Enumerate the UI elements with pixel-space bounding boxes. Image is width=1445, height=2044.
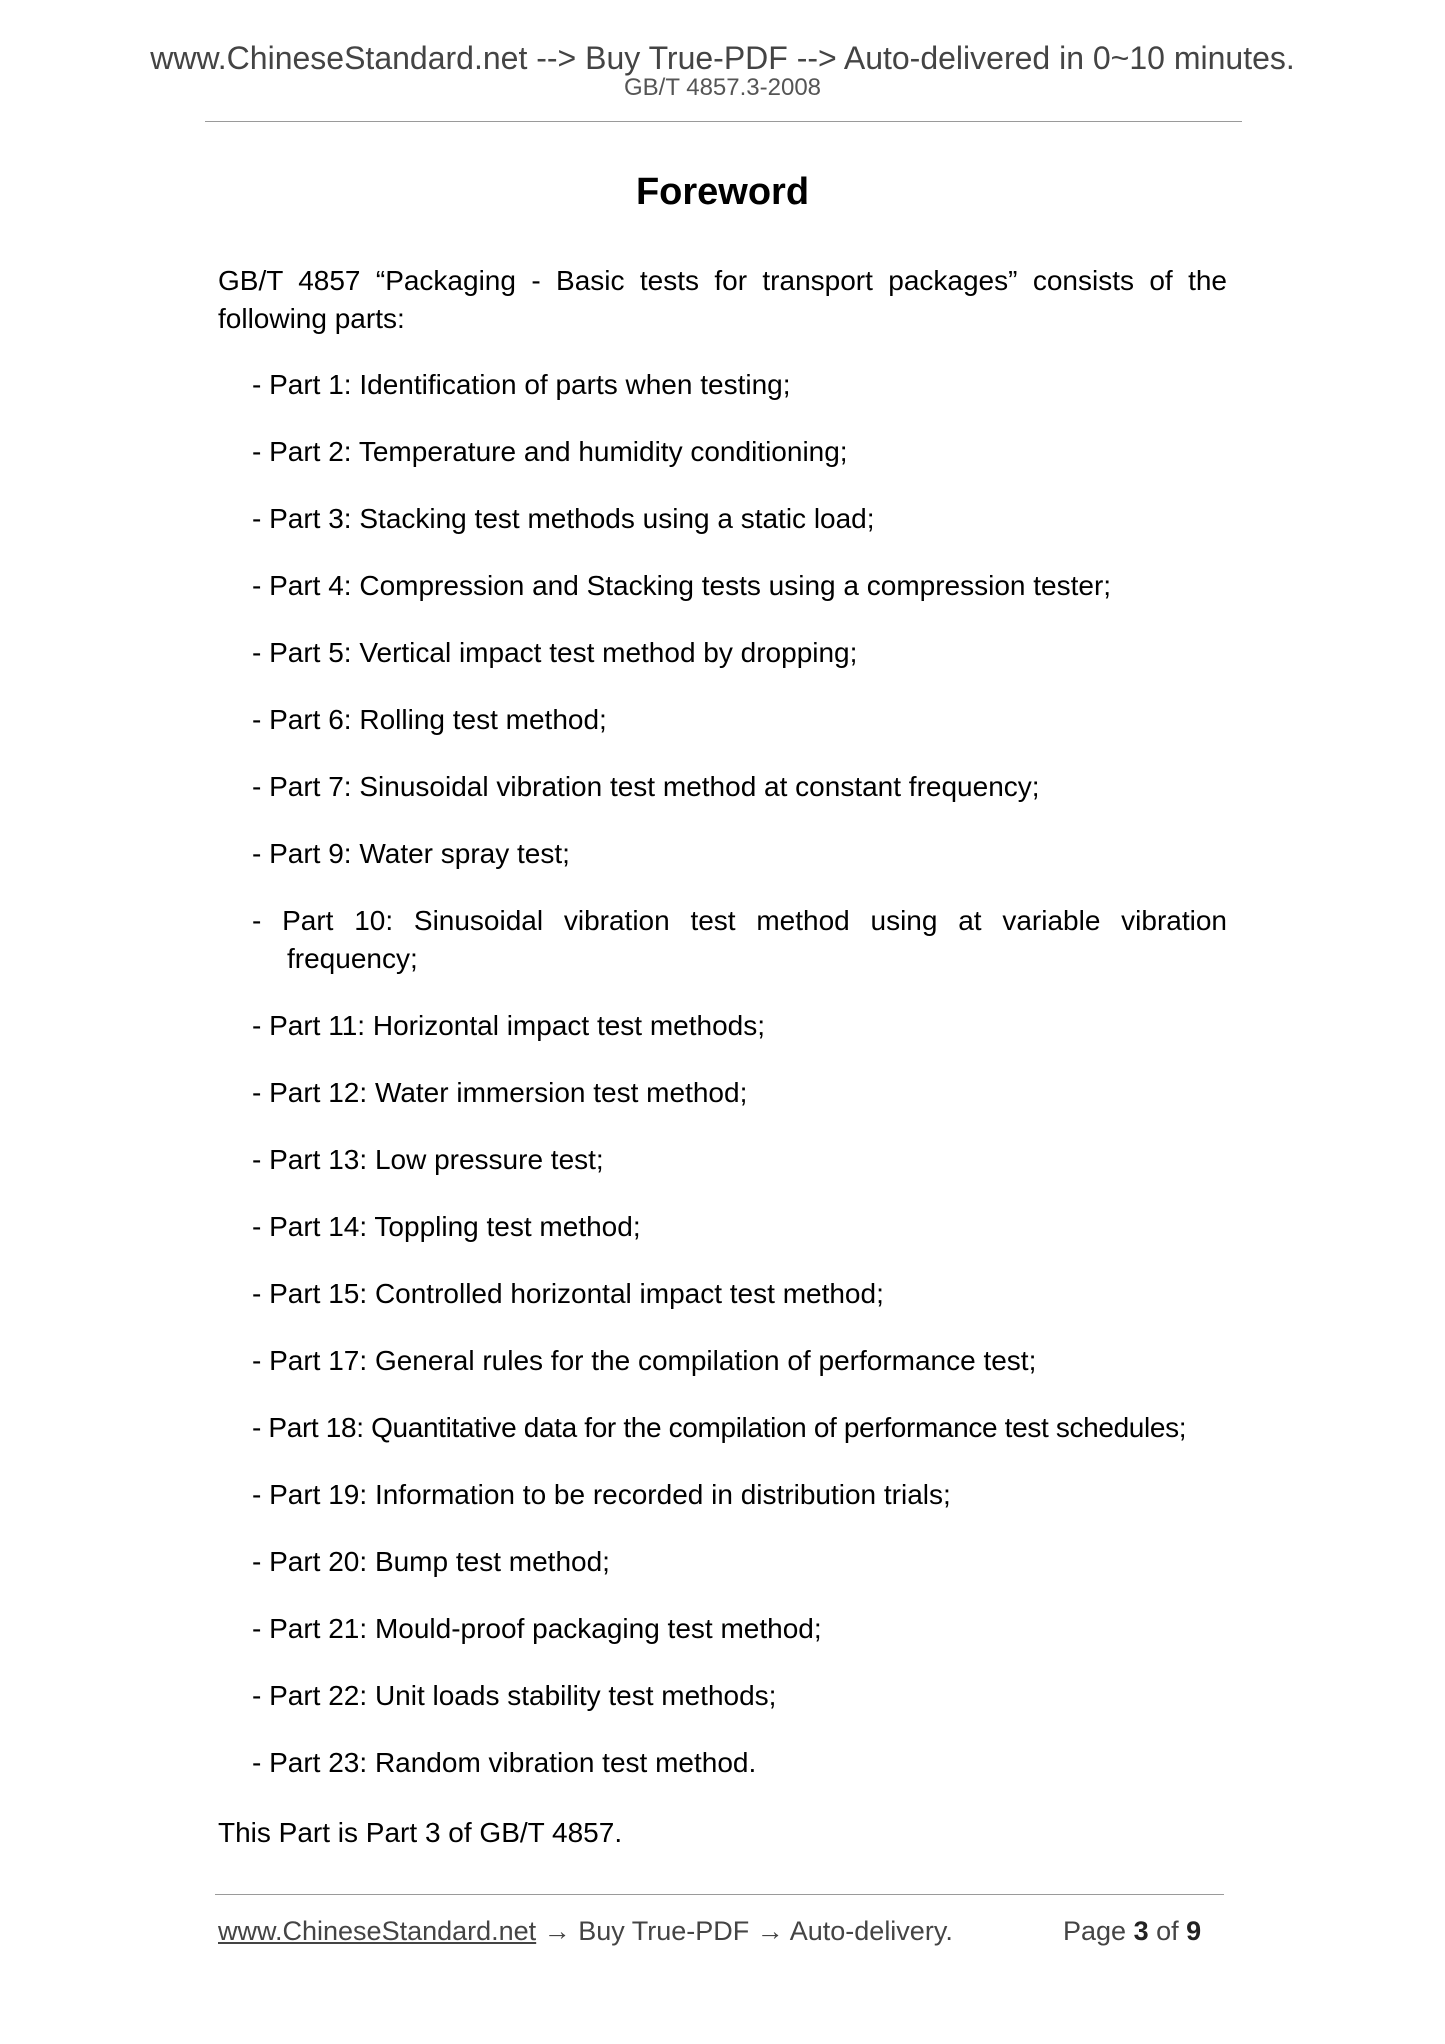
list-item: - Part 12: Water immersion test method; — [252, 1077, 748, 1108]
list-item: - Part 9: Water spray test; — [252, 838, 570, 869]
list-item: - Part 6: Rolling test method; — [252, 704, 607, 735]
page-label: Page — [1063, 1916, 1127, 1946]
page-total: 9 — [1186, 1916, 1202, 1946]
page-title: Foreword — [635, 171, 810, 213]
list-item: - Part 22: Unit loads stability test methods; — [252, 1680, 777, 1711]
closing-paragraph: This Part is Part 3 of GB/T 4857. — [218, 1817, 623, 1848]
footer-promo — [218, 1914, 953, 1948]
page-number — [1063, 1914, 1201, 1948]
page-current: 3 — [1133, 1916, 1149, 1946]
list-item: - Part 19: Information to be recorded in distribution trials; — [252, 1479, 951, 1510]
list-item: - Part 18: Quantitative data for the compilation of performance test schedules; — [252, 1412, 1187, 1443]
list-item: - Part 2: Temperature and humidity conditioning; — [252, 436, 848, 467]
footer-promo-text: → Buy True-PDF → Auto-delivery. — [536, 1916, 953, 1946]
list-item: - Part 5: Vertical impact test method by dropping; — [252, 637, 858, 668]
list-item: - Part 20: Bump test method; — [252, 1546, 610, 1577]
list-item: - Part 17: General rules for the compilation of performance test; — [252, 1345, 1037, 1376]
list-item: - Part 23: Random vibration test method. — [252, 1747, 757, 1778]
list-item: - Part 14: Toppling test method; — [252, 1211, 641, 1242]
footer-website-link[interactable]: www.ChineseStandard.net — [218, 1916, 537, 1946]
list-item: - Part 4: Compression and Stacking tests using a compression tester; — [252, 570, 1112, 601]
list-item: - Part 7: Sinusoidal vibration test method at constant frequency; — [252, 771, 1040, 802]
parts-list — [252, 366, 1227, 1811]
list-item: - Part 13: Low pressure test; — [252, 1144, 604, 1175]
list-item: - Part 10: Sinusoidal vibration test method using at variable vibration frequency; — [252, 905, 1227, 974]
list-item: - Part 15: Controlled horizontal impact test method; — [252, 1278, 884, 1309]
document-code: GB/T 4857.3-2008 — [623, 74, 822, 101]
list-item: - Part 11: Horizontal impact test methods; — [252, 1010, 766, 1041]
header-banner: www.ChineseStandard.net --> Buy True-PDF --> Auto-delivered in 0~10 minutes. — [150, 40, 1295, 76]
list-item: - Part 21: Mould-proof packaging test method; — [252, 1613, 822, 1644]
footer-divider — [215, 1894, 1224, 1895]
list-item: - Part 1: Identification of parts when testing; — [252, 369, 791, 400]
page-of-label: of — [1156, 1916, 1179, 1946]
intro-paragraph: GB/T 4857 “Packaging - Basic tests for transport packages” consists of the following parts: — [218, 265, 1227, 334]
list-item: - Part 3: Stacking test methods using a static load; — [252, 503, 875, 534]
header-divider — [205, 121, 1242, 122]
